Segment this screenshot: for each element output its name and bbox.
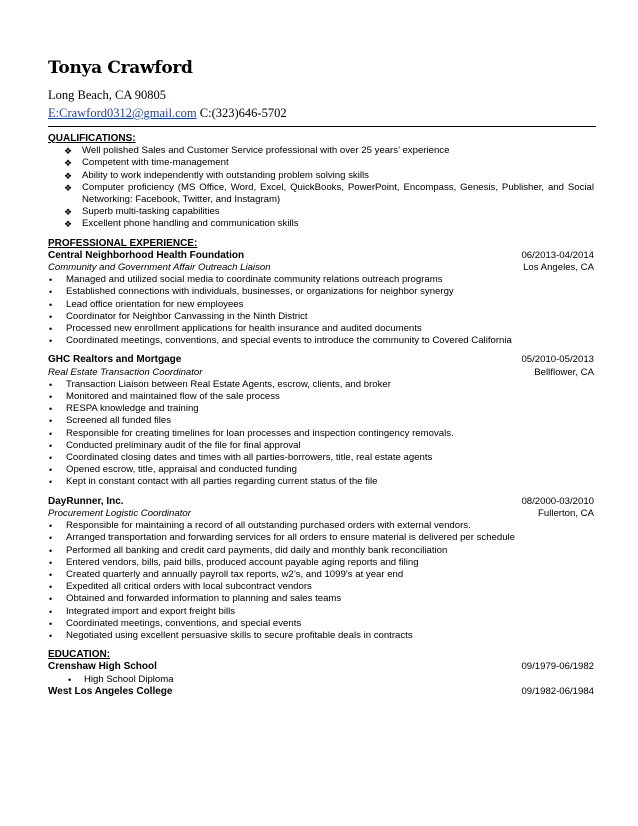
email-address: Crawford0312@gmail.com (59, 106, 197, 120)
candidate-name: Tonya Crawford (48, 58, 193, 78)
experience-title: PROFESSIONAL EXPERIENCE: (48, 237, 198, 249)
job-duty-item: • Conducted preliminary audit of the file for final approval (49, 439, 301, 451)
school-detail-item: • High School Diploma (68, 673, 174, 685)
school-dates: 09/1979-06/1982 (521, 661, 594, 673)
job-duty-item: • Kept in constant contact with all parties regarding current status of the file (49, 476, 378, 488)
job-role: Procurement Logistic Coordinator (48, 507, 191, 519)
job-subheader (48, 367, 594, 379)
diamond-bullet-icon: ❖ (64, 158, 73, 169)
bullet-icon: • (49, 557, 53, 568)
qualification-item: ❖ Computer proficiency (MS Office, Word, Excel, QuickBooks, PowerPoint, Encompass, Genesis, Publisher, and Social Networking: Facebook, Twitter, and Instagram) (64, 181, 594, 206)
qualification-item: ❖ Excellent phone handling and communication skills (64, 218, 299, 230)
bullet-icon: • (49, 416, 53, 427)
job-duty-item: • Negotiated using excellent persuasive skills to secure profitable deals in contracts (49, 629, 413, 641)
job-organization: DayRunner, Inc. (48, 495, 124, 507)
job-duty-item: • Coordinated meetings, conventions, and special events (49, 617, 302, 629)
qualification-item: ❖ Well polished Sales and Customer Service professional with over 25 years’ experience (64, 145, 450, 157)
job-duties-list (48, 379, 594, 489)
job-duty-item: • Processed new enrollment applications for health insurance and audited documents (49, 323, 422, 335)
job-dates: 06/2013-04/2014 (521, 249, 594, 261)
job-duty-item: • Lead office orientation for new employees (49, 298, 244, 310)
job-subheader (48, 508, 594, 520)
bullet-icon: • (49, 453, 53, 464)
bullet-icon: • (68, 674, 72, 685)
qualification-item: ❖ Superb multi-tasking capabilities (64, 206, 220, 218)
bullet-icon: • (49, 440, 53, 451)
job-dates: 08/2000-03/2010 (521, 495, 594, 507)
email-prefix: E: (48, 106, 60, 120)
bullet-icon: • (49, 275, 53, 286)
school-name: Crenshaw High School (48, 661, 157, 673)
job-duty-item: • Managed and utilized social media to coordinate community relations outreach programs (49, 274, 443, 286)
diamond-bullet-icon: ❖ (64, 207, 73, 218)
job-duty-item: • Transaction Liaison between Real Estate Agents, escrow, clients, and broker (49, 378, 391, 390)
job-duty-item: • Integrated import and export freight bills (49, 605, 236, 617)
bullet-icon: • (49, 287, 53, 298)
bullet-icon: • (49, 618, 53, 629)
bullet-icon: • (49, 336, 53, 347)
bullet-icon: • (49, 533, 53, 544)
job-duties-list (48, 520, 594, 642)
bullet-icon: • (49, 630, 53, 641)
bullet-icon: • (49, 465, 53, 476)
job-duty-item: • Coordinator for Neighbor Canvassing in the Ninth District (49, 310, 308, 322)
job-duty-item: • Responsible for maintaining a record of all outstanding purchased orders with external vendors. (49, 520, 471, 532)
qualifications-list (48, 145, 594, 230)
bullet-icon: • (49, 521, 53, 532)
job-location: Bellflower, CA (534, 366, 594, 378)
school-name: West Los Angeles College (48, 685, 173, 697)
bullet-icon: • (49, 299, 53, 310)
job-duty-item: • Established connections with individuals, businesses, or organizations for neighbor synergy (49, 286, 454, 298)
bullet-icon: • (49, 582, 53, 593)
bullet-icon: • (49, 428, 53, 439)
bullet-icon: • (49, 324, 53, 335)
address: Long Beach, CA 90805 (48, 88, 167, 102)
job-header (48, 354, 594, 366)
job-location: Los Angeles, CA (523, 262, 594, 274)
diamond-bullet-icon: ❖ (64, 170, 73, 181)
contact-line (48, 106, 287, 121)
school-header (48, 686, 594, 698)
job-dates: 05/2010-05/2013 (521, 354, 594, 366)
school-details-list (48, 674, 594, 686)
qualifications-title: QUALIFICATIONS: (48, 133, 136, 144)
job-duty-item: • RESPA knowledge and training (49, 403, 199, 415)
resume-body (48, 133, 594, 698)
bullet-icon: • (49, 311, 53, 322)
job-role: Real Estate Transaction Coordinator (48, 366, 203, 378)
job-duty-item: • Opened escrow, title, appraisal and conducted funding (49, 464, 297, 476)
email-link[interactable] (48, 106, 197, 120)
bullet-icon: • (49, 392, 53, 403)
job-duty-item: • Arranged transportation and forwarding services for all orders to ensure material is delivered per schedule (49, 532, 516, 544)
bullet-icon: • (49, 569, 53, 580)
job-duty-item: • Screened all funded files (49, 415, 172, 427)
education-title: EDUCATION: (48, 649, 111, 661)
job-duty-item: • Created quarterly and annually payroll tax reports, w2’s, and 1099’s at year end (49, 568, 404, 580)
job-duty-item: • Performed all banking and credit card payments, did daily and monthly bank reconciliation (49, 544, 448, 556)
diamond-bullet-icon: ❖ (64, 146, 73, 157)
job-organization: Central Neighborhood Health Foundation (48, 249, 245, 261)
qualification-item: ❖ Ability to work independently with outstanding problem solving skills (64, 169, 369, 181)
bullet-icon: • (49, 404, 53, 415)
bullet-icon: • (49, 545, 53, 556)
job-duty-item: • Obtained and forwarded information to planning and sales teams (49, 593, 342, 605)
job-duty-item: • Monitored and maintained flow of the sale process (49, 391, 280, 403)
job-location: Fullerton, CA (538, 507, 594, 519)
job-duty-item: • Coordinated closing dates and times with all parties-borrowers, title, real estate agents (49, 452, 433, 464)
job-duties-list (48, 274, 594, 347)
job-duty-item: • Responsible for creating timelines for loan processes and inspection contingency removals. (49, 427, 454, 439)
qualification-item: ❖ Competent with time-management (64, 157, 229, 169)
header-divider (48, 126, 596, 127)
school-header (48, 661, 594, 673)
bullet-icon: • (49, 594, 53, 605)
job-role: Community and Government Affair Outreach Liaison (48, 262, 271, 274)
bullet-icon: • (49, 477, 53, 488)
bullet-icon: • (49, 379, 53, 390)
phone-number: C:(323)646-5702 (199, 106, 287, 120)
job-duty-item: • Coordinated meetings, conventions, and special events to introduce the community to Covered California (49, 335, 512, 347)
bullet-icon: • (49, 606, 53, 617)
diamond-bullet-icon: ❖ (64, 182, 73, 193)
job-subheader (48, 262, 594, 274)
diamond-bullet-icon: ❖ (64, 219, 73, 230)
school-dates: 09/1982-06/1984 (521, 685, 594, 697)
job-header (48, 250, 594, 262)
job-duty-item: • Expedited all critical orders with local subcontract vendors (49, 581, 312, 593)
job-organization: GHC Realtors and Mortgage (48, 354, 182, 366)
job-duty-item: • Entered vendors, bills, paid bills, produced account payable aging reports and filing (49, 556, 419, 568)
job-header (48, 496, 594, 508)
